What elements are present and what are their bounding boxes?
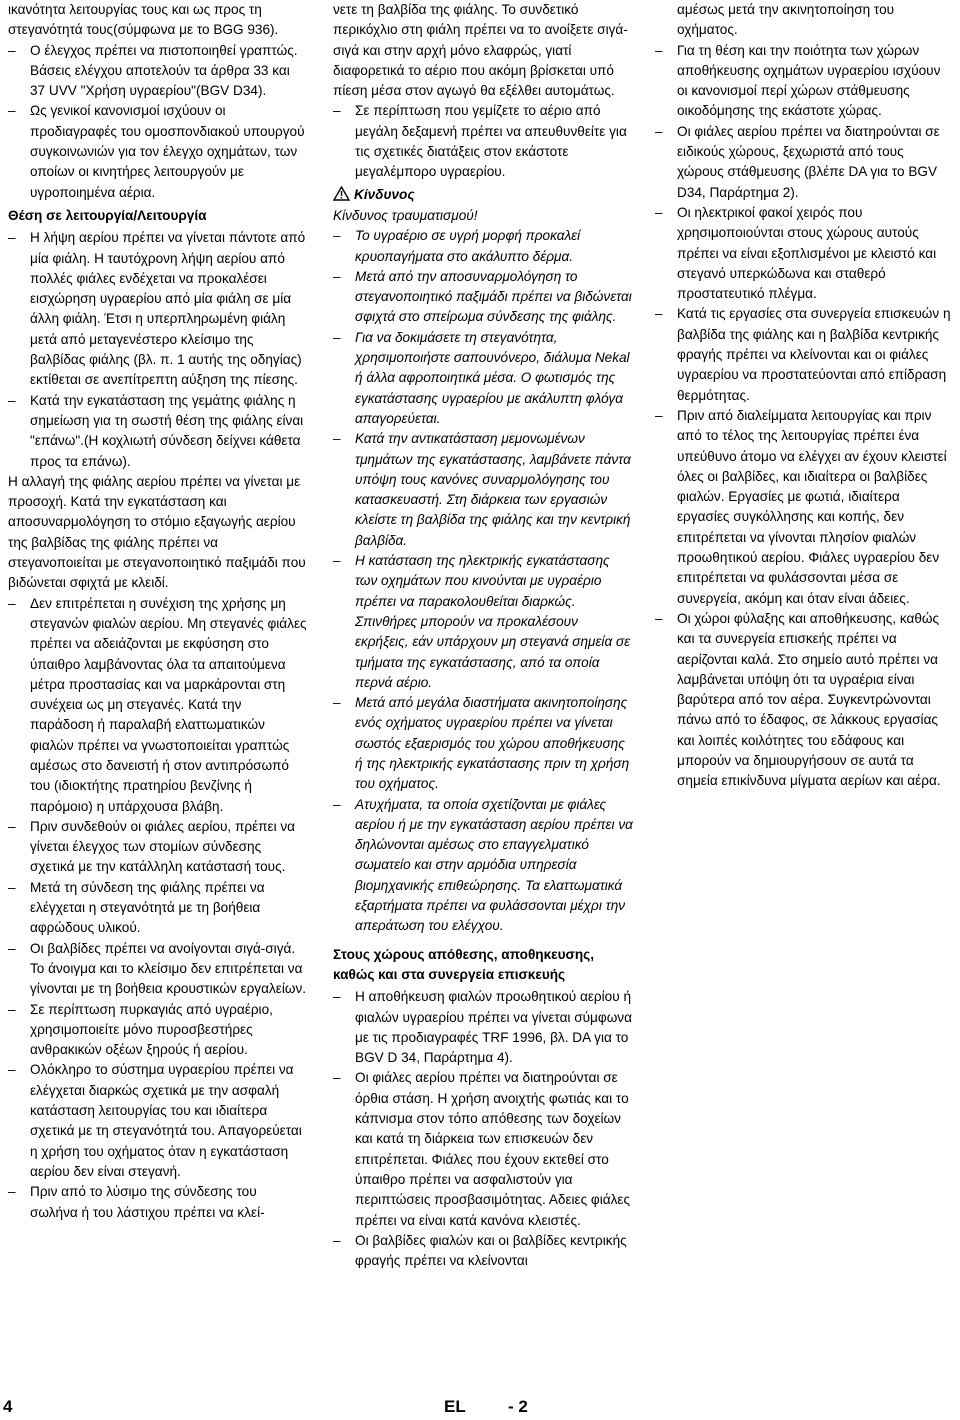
list-item: – Σε περίπτωση που γεμίζετε το αέριο από μεγάλη δεξαμενή πρέπει να απευθυνθείτε για τις σχετικές διατάξεις στον εκάστοτε μεγαλέμπορο υγραερίου.: [333, 103, 627, 180]
paragraph: νετε τη βαλβίδα της φιάλης. Το συνδετικό περικόχλιο στη φιάλη πρέπει να το ανοίξετε σιγά-σιγά και στην αρχή μόνο ελαφρώς, γιατί διαφορετικά το αέριο που ακόμη βρίσκεται υπό πίεση μέσα στον αγωγό θα εξέλθει αυτομάτως.: [333, 2, 628, 99]
list-item: – Ως γενικοί κανονισμοί ισχύουν οι προδιαγραφές του ομοσπονδιακού υπουργού συγκοινωνιών για τον έλεγχο οχημάτων, των οποίων οι κινητήρες λειτουργούν με υγροποιημένα αέρια.: [8, 103, 305, 200]
list-item: – Οι φιάλες αερίου πρέπει να διατηρούνται σε όρθια στάση. Η χρήση ανοιχτής φωτιάς και το κάπνισμα στον τόπο απόθεσης των δοχείων και κατά τη διάρκεια των επισκευών δεν επιτρέπεται. Φιάλες που έχουν εκτεθεί στο ύπαιθρο πρέπει να ασφαλιστούν για περιπτώσεις προσβασιμότητας. Αδειες φιάλες πρέπει να είναι κατά κανόνα κλειστές.: [333, 1070, 631, 1228]
list-item: – Κατά την εγκατάσταση της γεμάτης φιάλης η σημείωση για τη σωστή θέση της φιάλης είναι "επάνω".(Η κοχλιωτή σύνδεση δείχνει κάθετα προς τα επάνω).: [8, 392, 304, 469]
warning-icon: [333, 186, 350, 201]
list-item: – Πριν από το λύσιμο της σύνδεσης του σωλήνα ή του λάστιχου πρέπει να κλεί-: [8, 1184, 265, 1220]
list-item: – Μετά από μεγάλα διαστήματα ακινητοποίησης ενός οχήματος υγραερίου πρέπει να γίνεται σωστός εξαερισμός του χώρου αποθήκευσης ή της ηλεκτρικής εγκατάστασης πριν τη χρήση του οχήματος.: [333, 695, 630, 792]
list-item: – Πριν συνδεθούν οι φιάλες αερίου, πρέπει να γίνεται έλεγχος των στομίων σύνδεσης σχετικά με την κατάλληλη κατάστασή τους.: [8, 818, 296, 875]
language-code: EL: [444, 1397, 466, 1416]
section-heading: Στους χώρους απόθεσης, αποθηκευσης, καθώς και στα συνεργεία επισκευής: [333, 946, 594, 982]
list-item: – Κατά τις εργασίες στα συνεργεία επισκευών η βαλβίδα της φιάλης και η βαλβίδα κεντρικής φραγής πρέπει να κλείνονται και οι φιάλες υγραερίου να προστατεύονται από επίδραση θερμότητας.: [655, 306, 951, 403]
list-item: – Ατυχήματα, τα οποία σχετίζονται με φιάλες αερίου ή με την εγκατάσταση αερίου πρέπει να δηλώνονται αμέσως στο επαγγελματικό σωματείο και στην αρμόδια υπηρεσία βιομηχανικής επιθεώρησης. Τα ελαττωματικά εξαρτήματα πρέπει να φυλάσσονται μέχρι την απεράτωση του ελέγχου.: [333, 796, 633, 934]
section-heading: Θέση σε λειτουργία/Λειτουργία: [8, 207, 207, 223]
list-item: – Οι χώροι φύλαξης και αποθήκευσης, καθώς και τα συνεργεία επισκεής πρέπει να αερίζονται καλά. Στο σημείο αυτό πρέπει να λαμβάνεται υπόψη ότι τα υγραέρια είναι βαρύτερα από τον αέρα. Συγκεντρώνονται πάνω από το έδαφος, σε λάκκους εργασίας και λοιπές κοιλότητες του εδάφους και μπορούν να δημιουργήσουν σε αυτά τα σημεία επικίνδυνα μίγματα αερίων και αέρα.: [655, 610, 941, 789]
list-item: – Ο έλεγχος πρέπει να πιστοποιηθεί γραπτώς. Βάσεις ελέγχου αποτελούν τα άρθρα 33 και 37 UVV "Χρήση υγραερίου"(BGV D34).: [8, 42, 298, 99]
list-item: – Δεν επιτρέπεται η συνέχιση της χρήσης μη στεγανών φιαλών αερίου. Μη στεγανές φιάλες πρέπει να αδειάζονται με εκφύσηση στο ύπαιθρο λαμβάνοντας όλα τα απαιτούμενα μέτρα προστασίας και να μαρκάρονται στη συνέχεια ως μη στεγανές. Κατά την παράδοση ή παραλαβή ελαττωματικών φιαλών πρέπει να γνωστοποιείται γραπτώς αμέσως στο δανειστή ή στον αντιπρόσωπό του (ιδιοκτήτης πρατηρίου βενζίνης ή παρόμοιο) η υπάρχουσα βλάβη.: [8, 595, 307, 814]
list-item: – Για να δοκιμάσετε τη στεγανότητα, χρησιμοποιήστε σαπουνόνερο, διάλυμα Nekal ή άλλα αφροποιητικά μέσα. Ο φωτισμός της εγκατάστασης υγραερίου με ακάλυπτη φλόγα απαγορεύεται.: [333, 329, 630, 426]
list-item: – Μετά από την αποσυναρμολόγηση το στεγανοποιητικό παξιμάδι πρέπει να βιδώνεται σφιχτά στο σπείρωμα σύνδεσης της φιάλης.: [333, 268, 632, 325]
list-item: – Οι ηλεκτρικοί φακοί χειρός που χρησιμοποιούνται στους χώρους αυτούς πρέπει να είναι εξοπλισμένοι με κλειστό και στεγανό υπερκώδωνα και σταθερό προστατευτικό πλέγμα.: [655, 204, 937, 302]
warning-heading: Κίνδυνος: [333, 185, 633, 205]
list-item: – Η λήψη αερίου πρέπει να γίνεται πάντοτε από μία φιάλη. Η ταυτόχρονη λήψη αερίου από πολλές φιάλες ενδέχεται να προκαλέσει εισχώρηση υγραερίου από μία φιάλη σε μία άλλη φιάλη. Έτσι η υπερπληρωμένη φιάλη μετά από μεταγενέστερο κλείσιμο της βαλβίδας φιάλης (βλ. π. 1 αυτής της οδηγίας) εκτίθεται σε ανεπίτρεπτη αύξηση της πίεσης.: [8, 230, 306, 388]
paragraph: Η αλλαγή της φιάλης αερίου πρέπει να γίνεται με προσοχή. Κατά την εγκατάσταση και αποσυναρμολόγηση το στόμιο εξαγωγής αερίου της βαλβίδας της φιάλης πρέπει να στεγανοποιείται με στεγανοποιητικό παξιμάδι που βιδώνεται σφιχτά με κλειδί.: [8, 473, 306, 591]
paragraph: ικανότητα λειτουργίας τους και ως προς τη στεγανότητά τους(σύμφωνα με το BGG 936).: [8, 2, 279, 38]
page-code: - 2: [508, 1397, 528, 1416]
column-right: [655, 0, 953, 792]
list-item: – Οι βαλβίδες πρέπει να ανοίγονται σιγά-σιγά. Το άνοιγμα και το κλείσιμο δεν επιτρέπεται να γίνονται με τη βοήθεια κρουστικών εργαλείων.: [8, 940, 307, 997]
list-item: – Οι φιάλες αερίου πρέπει να διατηρούνται σε ειδικούς χώρους, ξεχωριστά από τους χώρους στάθμευσης (βλέπε DA για το BGV D34, Παράρτημα 2).: [655, 123, 940, 200]
paragraph: αμέσως μετά την ακινητοποίηση του οχήματος.: [677, 2, 895, 38]
list-item: – Οι βαλβίδες φιαλών και οι βαλβίδες κεντρικής φραγής πρέπει να κλείνονται: [333, 1232, 627, 1269]
column-left: [8, 0, 308, 1223]
list-item: – Το υγραέριο σε υγρή μορφή προκαλεί κρυοπαγήματα στο ακάλυπτο δέρμα.: [333, 228, 581, 264]
warning-subtitle: Κίνδυνος τραυματισμού!: [333, 207, 478, 223]
column-middle: [333, 0, 633, 1271]
list-item: – Κατά την αντικατάσταση μεμονωμένων τμημάτων της εγκατάστασης, λαμβάνετε πάντα υπόψη τους κανόνες συναρμολόγησης του κατασκευαστή. Στη διάρκεια των εργασιών κλείστε τη βαλβίδα της φιάλης και την κεντρική βαλβίδα.: [333, 431, 631, 548]
list-item: – Η αποθήκευση φιαλών προωθητικού αερίου ή φιαλών υγραερίου πρέπει να γίνεται σύμφωνα με τις προδιαγραφές TRF 1996, βλ. DA για το BGV D 34, Παράρτημα 4).: [333, 989, 632, 1066]
list-item: – Πριν από διαλείμματα λειτουργίας και πριν από το τέλος της λειτουργίας πρέπει ένα υπεύθυνο άτομο να ελέγχει αν έχουν κλειστεί όλες οι βαλβίδες, και ιδιαίτερα οι βαλβίδες φιαλών. Εργασίες με φωτιά, ιδιαίτερα εργασίες συγκόλλησης και κοπής, δεν επιτρέπεται να γίνονται πλησίον φιαλών προωθητικού αερίου. Φιάλες υγραερίου δεν επιτρέπεται να φυλάσσονται μέσα σε συνεργεία, ακόμη και όταν είναι άδειες.: [655, 407, 947, 606]
list-item: – Μετά τη σύνδεση της φιάλης πρέπει να ελέγχεται η στεγανότητά με τη βοήθεια αφρώδους υλικού.: [8, 879, 265, 936]
list-item: – Σε περίπτωση πυρκαγιάς από υγραέριο, χρησιμοποιείτε μόνο πυροσβεστήρες ανθρακικών οξέων ξηρούς ή αερίου.: [8, 1001, 273, 1058]
list-item: – Για τη θέση και την ποιότητα των χώρων αποθήκευσης οχημάτων υγραερίου ισχύουν οι κανονισμοί περί χώρων στάθμευσης οικοδόμησης της εκάστοτε χώρας.: [655, 42, 941, 119]
page-number: 4: [3, 1397, 13, 1416]
list-item: – Η κατάσταση της ηλεκτρικής εγκατάστασης των οχημάτων που κινούνται με υγραέριο πρέπει να παρακολουθείται διαρκώς. Σπινθήρες μπορούν να προκαλέσουν εκρήξεις, εάν υπάρχουν μη στεγανά σημεία σε τμήματα της εγκατάστασης, από τα οποία περνά αέριο.: [333, 553, 631, 690]
list-item: – Ολόκληρο το σύστημα υγραερίου πρέπει να ελέγχεται διαρκώς σχετικά με την ασφαλή κατάσταση λειτουργίας του και ιδιαίτερα σχετικά με τη στεγανότητά του. Απαγορεύεται η χρήση του οχήματος όταν η εγκατάσταση αερίου δεν είναι στεγανή.: [8, 1062, 302, 1179]
